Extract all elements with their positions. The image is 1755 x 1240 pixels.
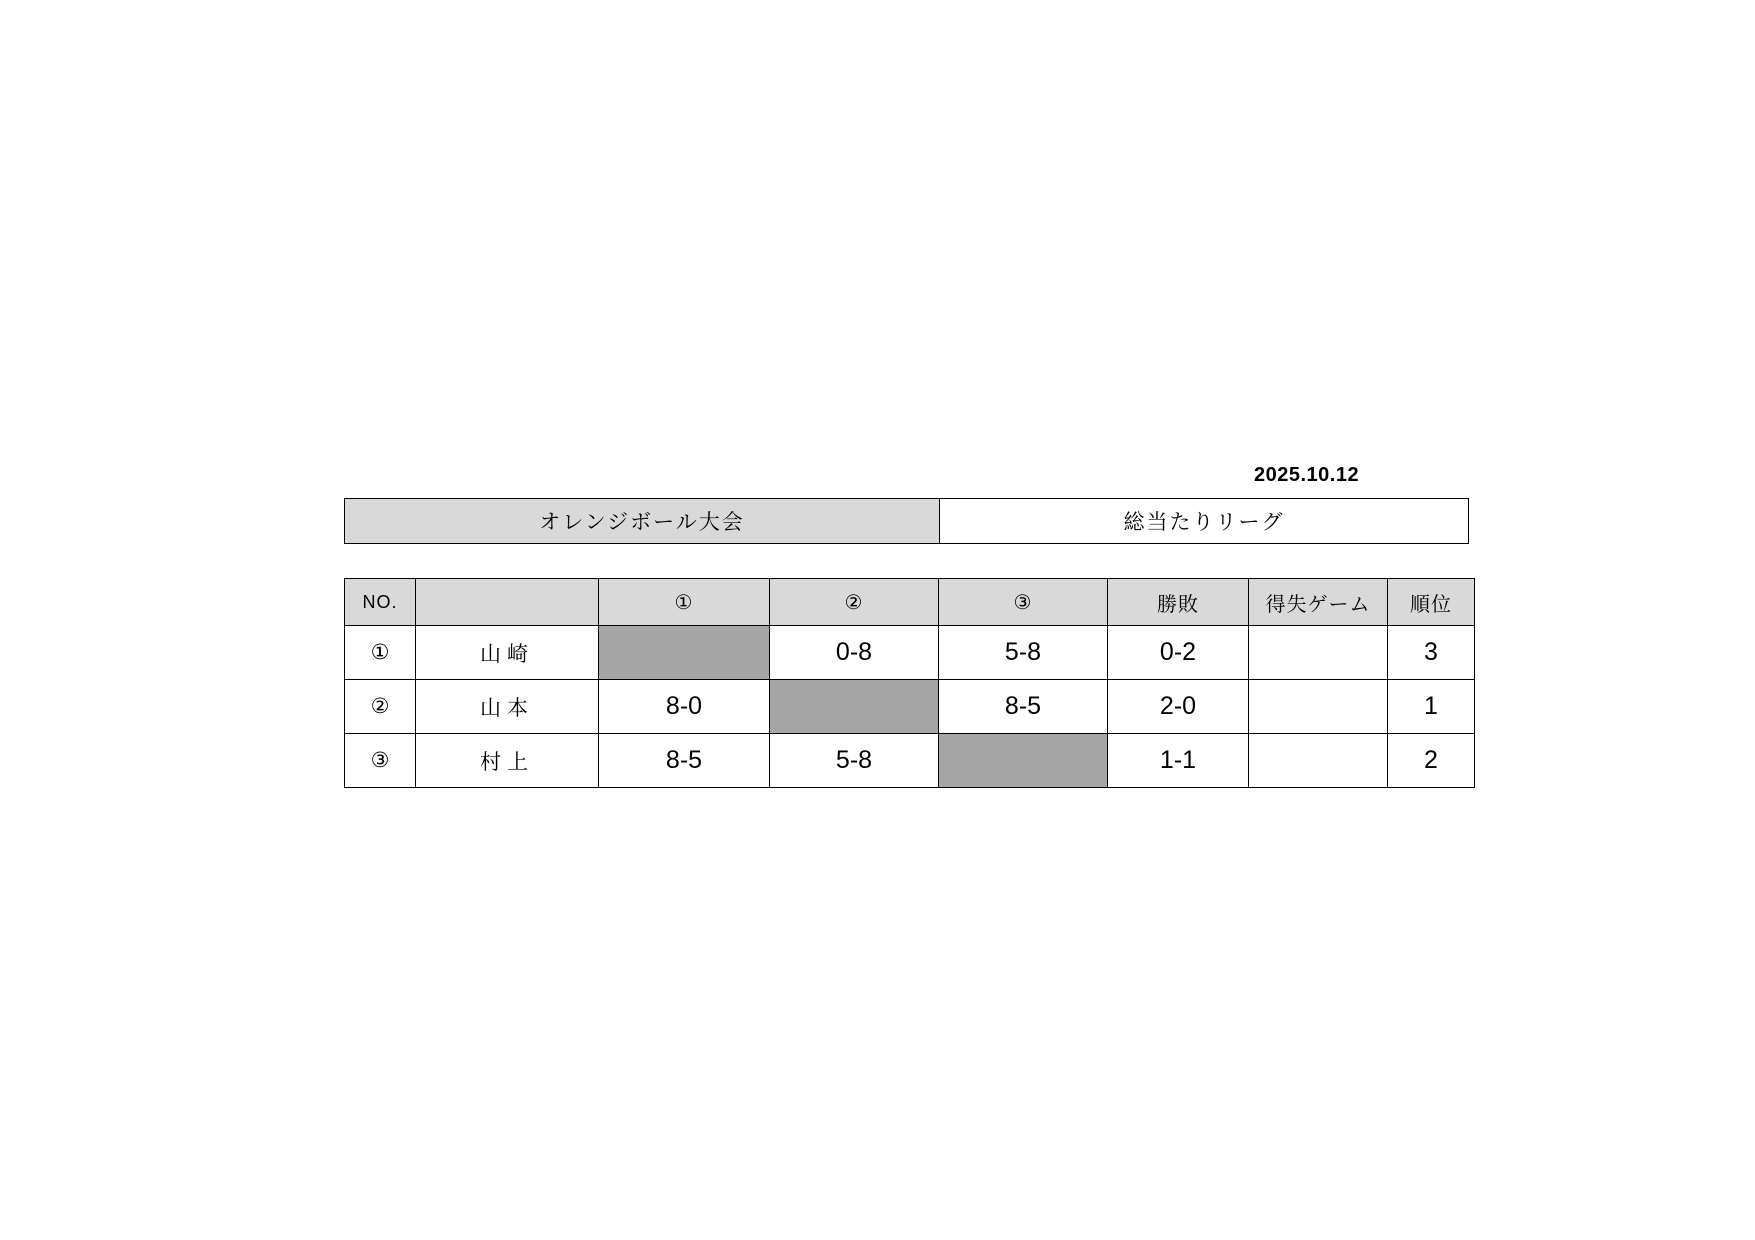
win-loss-cell: 2-0 [1108, 680, 1249, 734]
match-cell: 5-8 [939, 626, 1108, 680]
column-header-no: NO. [345, 579, 416, 626]
rank-cell: 1 [1388, 680, 1475, 734]
column-header-rank: 順位 [1388, 579, 1475, 626]
game-diff-cell [1249, 626, 1388, 680]
player-name: 村上 [416, 734, 599, 788]
match-cell-self [939, 734, 1108, 788]
table-header [345, 579, 1475, 626]
game-diff-cell [1249, 680, 1388, 734]
match-cell-self [599, 626, 770, 680]
column-header-p1: ① [599, 579, 770, 626]
match-cell: 8-5 [939, 680, 1108, 734]
win-loss-cell: 1-1 [1108, 734, 1249, 788]
rank-cell: 2 [1388, 734, 1475, 788]
row-number: ② [345, 680, 416, 734]
table-row [345, 626, 1475, 680]
match-cell: 8-5 [599, 734, 770, 788]
header-row [345, 499, 1469, 544]
row-number: ① [345, 626, 416, 680]
player-name: 山本 [416, 680, 599, 734]
match-cell: 8-0 [599, 680, 770, 734]
match-cell: 5-8 [770, 734, 939, 788]
column-header-name [416, 579, 599, 626]
column-header-wl: 勝敗 [1108, 579, 1249, 626]
match-cell: 0-8 [770, 626, 939, 680]
rank-cell: 3 [1388, 626, 1475, 680]
league-standings-table [344, 578, 1475, 788]
match-cell-self [770, 680, 939, 734]
format-cell: 総当たりリーグ [940, 499, 1469, 544]
column-header-p2: ② [770, 579, 939, 626]
table-header-row [345, 579, 1475, 626]
row-number: ③ [345, 734, 416, 788]
column-header-games: 得失ゲーム [1249, 579, 1388, 626]
game-diff-cell [1249, 734, 1388, 788]
column-header-p3: ③ [939, 579, 1108, 626]
player-name: 山崎 [416, 626, 599, 680]
table-body [345, 626, 1475, 788]
win-loss-cell: 0-2 [1108, 626, 1249, 680]
tournament-name-cell: オレンジボール大会 [345, 499, 940, 544]
table-row [345, 680, 1475, 734]
table-row [345, 734, 1475, 788]
document-date: 2025.10.12 [1254, 464, 1360, 486]
header-bar [344, 498, 1469, 544]
